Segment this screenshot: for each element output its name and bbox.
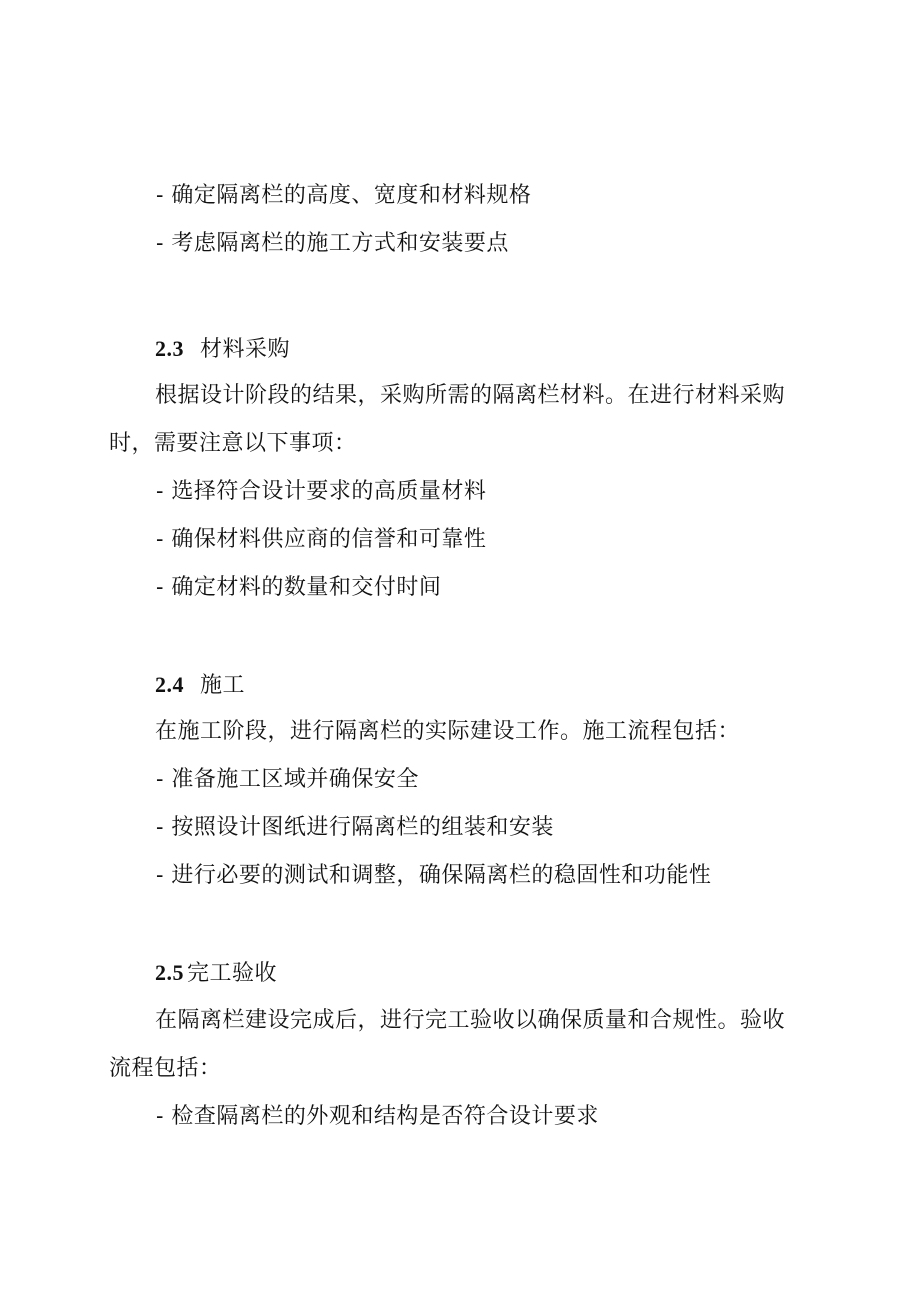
section-number: 2.3 — [155, 336, 184, 361]
bullet-item: - 确定材料的数量和交付时间 — [156, 575, 442, 600]
section-title: 完工验收 — [187, 961, 278, 986]
section-heading-2-4 — [155, 670, 245, 701]
bullet-item: - 进行必要的测试和调整，确保隔离栏的稳固性和功能性 — [156, 863, 712, 888]
section-heading-2-5 — [155, 958, 277, 989]
paragraph-line: 时，需要注意以下事项： — [109, 431, 357, 456]
section-title: 施工 — [200, 673, 246, 698]
bullet-item: - 选择符合设计要求的高质量材料 — [156, 479, 487, 504]
bullet-item: - 确定隔离栏的高度、宽度和材料规格 — [156, 183, 532, 208]
paragraph-line: 在隔离栏建设完成后，进行完工验收以确保质量和合规性。验收 — [155, 1008, 786, 1033]
paragraph-line: 流程包括： — [109, 1056, 222, 1081]
section-title: 材料采购 — [200, 337, 291, 362]
bullet-item: - 确保材料供应商的信誉和可靠性 — [156, 527, 487, 552]
bullet-item: - 准备施工区域并确保安全 — [156, 767, 419, 792]
section-heading-2-3 — [155, 334, 290, 365]
paragraph-line: 在施工阶段，进行隔离栏的实际建设工作。施工流程包括： — [155, 719, 741, 744]
section-number: 2.5 — [155, 960, 184, 985]
section-number: 2.4 — [155, 672, 184, 697]
bullet-item: - 按照设计图纸进行隔离栏的组装和安装 — [156, 815, 554, 840]
bullet-item: - 考虑隔离栏的施工方式和安装要点 — [156, 231, 509, 256]
bullet-item: - 检查隔离栏的外观和结构是否符合设计要求 — [156, 1104, 599, 1129]
paragraph-line: 根据设计阶段的结果，采购所需的隔离栏材料。在进行材料采购 — [155, 383, 786, 408]
